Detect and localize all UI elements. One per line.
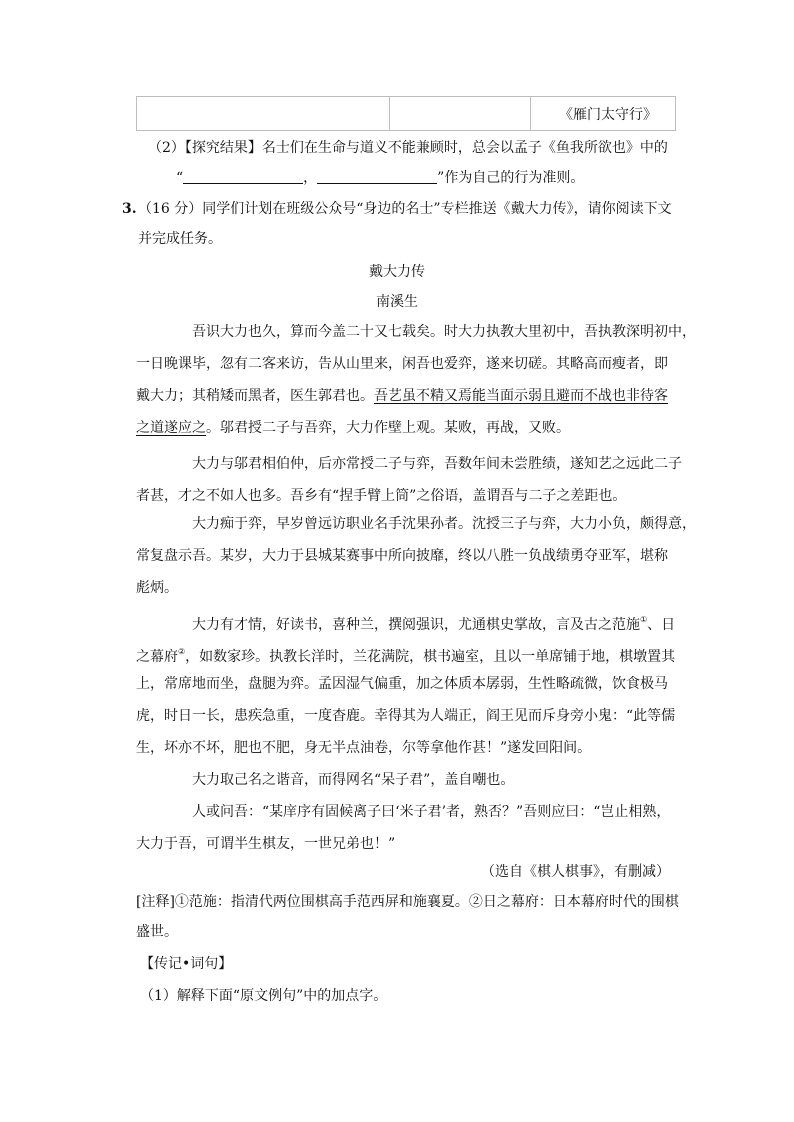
p3-line2: 常复盘示吾。某岁，大力于县城某赛事中所向披靡，终以八胜一负战绩勇夺亚军，堪称 bbox=[136, 548, 668, 564]
p2-line2: 者甚，才之不如人也多。吾乡有“捏手臂上筒”之俗语，盖谓吾与二子之差距也。 bbox=[136, 488, 627, 504]
p5-line: 大力取己名之谐音，而得网名“呆子君”，盖自嘲也。 bbox=[192, 772, 515, 788]
p4-line4: 虎，时日一长，患疾急重，一度杳鹿。幸得其为人端正，阎王见而斥身旁小鬼：“此等儒 bbox=[136, 708, 676, 724]
p1-line4 bbox=[136, 418, 570, 438]
q2-line1: （2）【探究结果】名士们在生命与道义不能兼顾时，总会以孟子《鱼我所欲也》中的 bbox=[148, 140, 668, 156]
p4-line5: 生，坏亦不坏，肥也不肥，身无半点油卷，尔等拿他作甚！”遂发回阳间。 bbox=[136, 740, 592, 756]
note-line2: 盛世。 bbox=[136, 924, 178, 940]
p1-line1: 吾识大力也久，算而今盖二十又七载矣。时大力执教大里初中，吾执教深明初中， bbox=[192, 324, 696, 340]
p3-line3: 彪炳。 bbox=[136, 580, 178, 596]
p1-line3 bbox=[136, 386, 668, 406]
source-citation: （选自《棋人棋事》，有删减） bbox=[481, 864, 670, 880]
footnote-ref-2: ② bbox=[178, 647, 186, 656]
p4-line1 bbox=[192, 610, 675, 635]
p2-line1: 大力与邬君相伯仲，后亦常授二子与弈，吾数年间未尝胜绩，遂知艺之远此二子 bbox=[192, 456, 682, 472]
p4-line3: 上，常席地而坐，盘腿为弈。孟因湿气偏重，加之体质本孱弱，生性略疏微，饮食极马 bbox=[136, 676, 668, 692]
answer-blank-1[interactable] bbox=[183, 168, 303, 184]
q3-line2: 并完成任务。 bbox=[138, 231, 222, 247]
p1-line4-plain: 。邬君授二子与吾弈，大力作壁上观。某败，再战，又败。 bbox=[206, 420, 570, 436]
task1-prompt: （1）解释下面“原文例句”中的加点字。 bbox=[140, 988, 388, 1004]
note-line1: [注释]①范施：指清代两位围棋高手范西屏和施襄夏。②日之幕府：日本幕府时代的围棋 bbox=[136, 894, 679, 910]
p3-line1: 大力痴于弈，早岁曾远访职业名手沈果孙者。沈授三子与弈，大力小负，颇得意， bbox=[192, 516, 696, 532]
footnote-ref-1: ① bbox=[640, 615, 648, 624]
table-cell-2 bbox=[390, 97, 531, 131]
p4-line2-head: 之幕府 bbox=[136, 649, 178, 665]
q2-line2 bbox=[176, 168, 584, 188]
answer-blank-2[interactable] bbox=[317, 168, 437, 184]
p4-line1-tail: 、日 bbox=[647, 617, 676, 633]
p4-line2-text: ，如数家珍。执教长洋时，兰花满院，棋书遍室，且以一单席铺于地，棋墩置其 bbox=[185, 649, 676, 665]
p6-line2: 大力于吾，可谓半生棋友，一世兄弟也！” bbox=[136, 836, 396, 852]
p1-line3-plain: 戴大力；其稍矮而黑者，医生郭君也。 bbox=[136, 388, 374, 404]
article-author: 南溪生 bbox=[376, 294, 418, 310]
q3-line1: （16 分）同学们计划在班级公众号“身边的名士”专栏推送《戴大力传》，请你阅读下文 bbox=[138, 201, 672, 217]
q2-quote-open: “ bbox=[176, 170, 184, 186]
p4-line1-text: 大力有才情，好读书，喜种兰，撰阅强识，尤通棋史掌故，言及古之范施 bbox=[192, 617, 640, 633]
p6-line1: 人或问吾：“某庠序有固候离子曰‘米子君’者，熟否？”吾则应曰：“岂止相熟， bbox=[192, 804, 671, 820]
underlined-sentence-part1: 吾艺虽不精又焉能当面示弱且避而不战也非待客 bbox=[374, 388, 668, 404]
table-cell-1 bbox=[137, 97, 390, 131]
article-title: 戴大力传 bbox=[369, 264, 425, 280]
table-cell-3: 《雁门太守行》 bbox=[531, 97, 676, 131]
answer-table-row bbox=[136, 96, 676, 131]
p1-line2: 一日晚课毕，忽有二客来访，告从山里来，闲吾也爱弈，遂来切磋。其略高而瘦者，即 bbox=[136, 356, 668, 372]
q2-comma: ， bbox=[303, 170, 318, 186]
q3-number: 3. bbox=[122, 201, 137, 217]
q2-tail: ”作为自己的行为准则。 bbox=[437, 170, 585, 186]
section-heading: 【传记•词句】 bbox=[140, 956, 233, 972]
underlined-sentence-part2: 之道遂应之 bbox=[136, 420, 206, 436]
p4-line2 bbox=[136, 642, 675, 667]
